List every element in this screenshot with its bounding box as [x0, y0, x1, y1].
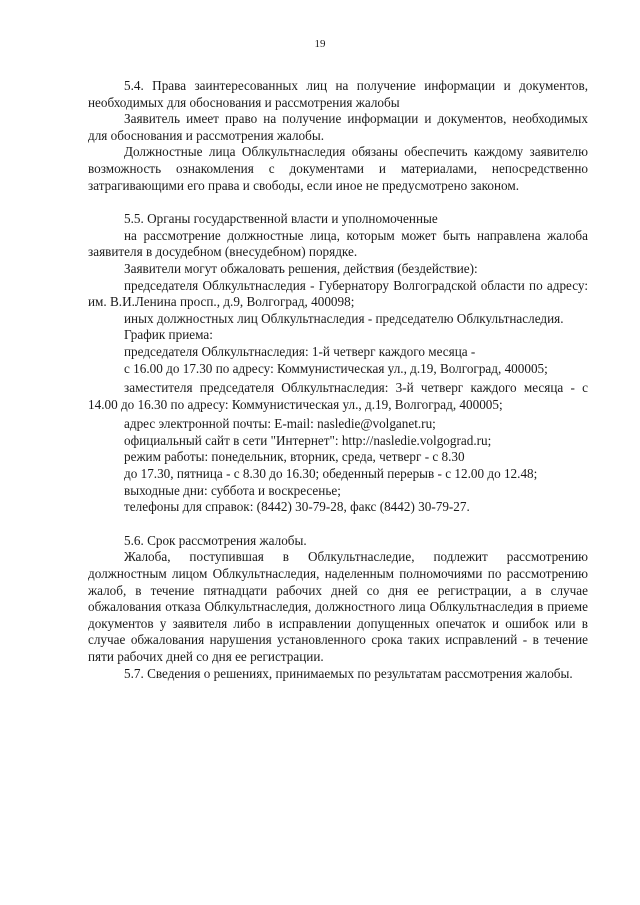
- work-mode-line: режим работы: понедельник, вторник, среда, четверг - с 8.30: [124, 449, 465, 465]
- page-number: 19: [314, 38, 326, 50]
- phones-line: телефоны для справок: (8442) 30-79-28, факс (8442) 30-79-27.: [124, 499, 470, 515]
- appeal-intro: Заявители могут обжаловать решения, действия (бездействие):: [124, 260, 478, 276]
- page-content: [88, 78, 588, 682]
- section-5-4-paragraph-2: Должностные лица Облкультнаследия обязаны обеспечить каждому заявителю возможность ознакомления с документами и материалами, непосредственно затрагивающими его права и свободы, если иное не предусмотрено законом.: [88, 144, 588, 193]
- chairman-schedule-line-2: с 16.00 до 17.30 по адресу: Коммунистическая ул., д.19, Волгоград, 400005;: [124, 360, 548, 376]
- days-off-line: выходные дни: суббота и воскресенье;: [124, 482, 341, 498]
- schedule-title: График приема:: [124, 327, 213, 343]
- others-appeal: иных должностных лиц Облкультнаследия - председателю Облкультнаследия.: [124, 310, 564, 326]
- chairman-appeal: председателя Облкультнаследия - Губернатору Волгоградской области по адресу: им. В.И.Ленина просп., д.9, Волгоград, 400098;: [88, 277, 588, 310]
- section-5-6-paragraph: Жалоба, поступившая в Облкультнаследие, подлежит рассмотрению должностным лицом Облкультнаследия, наделенным полномочиями по рассмотрению жалоб, в течение пятнадцати рабочих дней со дня ее регистрации, а в случае обжалования отказа Облкультнаследия, должностного лица Облкультнаследия в приеме документов у заявителя либо в исправлении допущенных опечаток и ошибок или в случае обжалования нарушения установленного срока таких исправлений - в течение пяти рабочих дней со дня ее регистрации.: [88, 549, 588, 664]
- section-5-7-heading: 5.7. Сведения о решениях, принимаемых по результатам рассмотрения жалобы.: [124, 665, 573, 681]
- section-5-4-heading: 5.4. Права заинтересованных лиц на получение информации и документов, необходимых для обоснования и рассмотрения жалобы: [88, 78, 588, 110]
- website-line: официальный сайт в сети "Интернет": http://nasledie.volgograd.ru;: [124, 432, 492, 448]
- work-hours-line: до 17.30, пятница - с 8.30 до 16.30; обеденный перерыв - с 12.00 до 12.48;: [124, 466, 538, 482]
- chairman-schedule-line-1: председателя Облкультнаследия: 1-й четверг каждого месяца -: [124, 343, 476, 359]
- section-5-5-heading: 5.5. Органы государственной власти и уполномоченные: [124, 211, 438, 227]
- deputy-schedule: заместителя председателя Облкультнаследия: 3-й четверг каждого месяца - с 14.00 до 16.30 по адресу: Коммунистическая ул., д.19, Волгоград, 400005;: [88, 380, 588, 412]
- email-line: адрес электронной почты: E-mail: nasledie@volganet.ru;: [124, 416, 436, 432]
- section-5-6-heading: 5.6. Срок рассмотрения жалобы.: [124, 532, 307, 548]
- section-5-5-heading-continuation: на рассмотрение должностные лица, которым может быть направлена жалоба заявителя в досудебном (внесудебном) порядке.: [88, 227, 588, 260]
- section-5-4-paragraph-1: Заявитель имеет право на получение информации и документов, необходимых для обоснования и рассмотрения жалобы.: [88, 111, 588, 143]
